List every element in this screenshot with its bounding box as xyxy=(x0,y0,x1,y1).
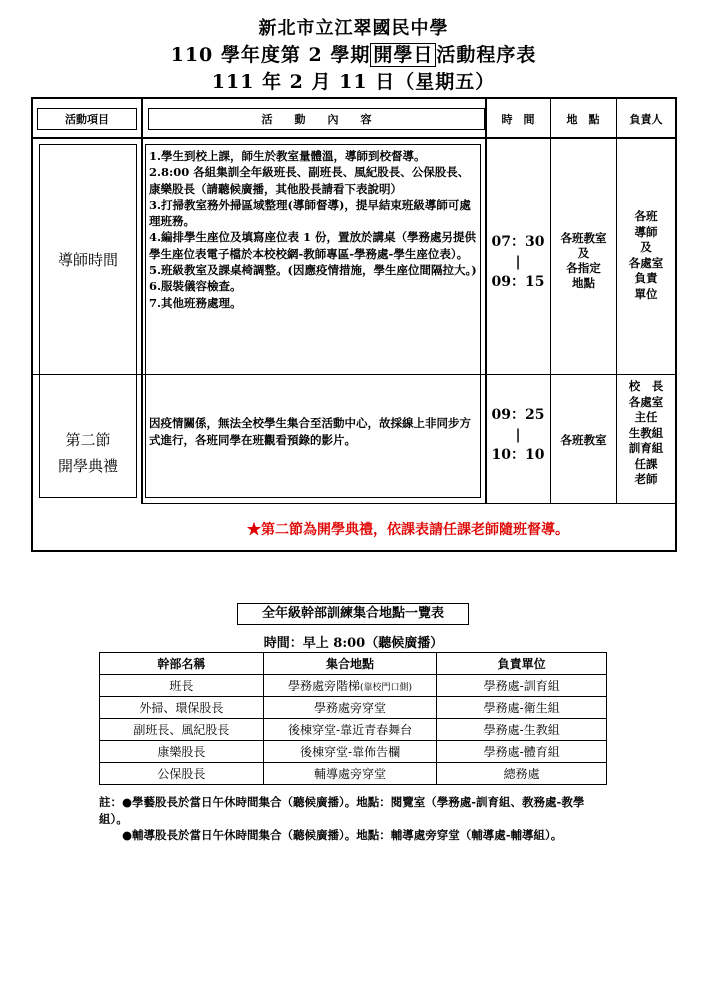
col-header-cadre: 幹部名稱 xyxy=(100,653,264,675)
title-prefix: 110 學年度第 2 學期 xyxy=(170,44,371,66)
row2-time-start: 09：25 xyxy=(491,407,545,423)
cadre-unit: 學務處-生教組 xyxy=(437,719,607,741)
row1-place-line: 各班教室 xyxy=(560,231,607,245)
cadre-unit: 學務處-衛生組 xyxy=(437,697,607,719)
row1-person-line: 各處室 xyxy=(628,255,664,270)
row2-item xyxy=(39,427,137,479)
row1-time-sep: | xyxy=(515,254,521,270)
row1-content-line: 5.班級教室及課桌椅調整。(因應疫情措施，學生座位間隔拉大。) xyxy=(149,263,477,278)
col-header-unit: 負責單位 xyxy=(437,653,607,675)
notice-divider xyxy=(141,503,675,504)
row1-content-line: 2.8:00 各組集訓全年級班長、副班長、風紀股長、公保股長、康樂股長（請聽候廣播，其他股長請看下表說明） xyxy=(149,165,470,196)
school-name: 新北市立江翠國民中學 xyxy=(258,18,449,39)
row2-person-line: 生教組 xyxy=(628,425,664,440)
row1-place-line: 地點 xyxy=(572,276,595,290)
row1-person xyxy=(617,209,675,302)
cadre-place-text: 學務處旁階梯 xyxy=(288,679,361,693)
item-row-divider xyxy=(39,374,137,375)
cadre-time: 時間：早上 8:00（聽候廣播） xyxy=(263,636,444,651)
row1-content-line: 1.學生到校上課，師生於教室量體溫，導師到校督導。 xyxy=(149,149,426,163)
row1-person-line: 負責 xyxy=(634,271,658,285)
row2-person-line: 任課 xyxy=(634,456,658,471)
cadre-place xyxy=(263,675,437,697)
row2-item-line1: 第二節 xyxy=(65,431,111,449)
row1-content-line: 6.服裝儀容檢查。 xyxy=(149,279,242,294)
col-header-location: 集合地點 xyxy=(263,653,437,675)
row1-person-line: 各班 xyxy=(634,209,658,223)
notice-text: ★第二節為開學典禮，依課表請任課老師隨班督導。 xyxy=(247,522,569,538)
row1-time-start: 07：30 xyxy=(491,234,545,250)
cadre-place: 輔導處旁穿堂 xyxy=(263,763,437,785)
col-header-person: 負責人 xyxy=(629,113,663,126)
row2-person-line: 校 長 xyxy=(628,379,664,393)
table-row xyxy=(100,741,607,763)
row1-place-line: 及 xyxy=(577,246,590,260)
col-header-time: 時 間 xyxy=(501,113,535,126)
row1-content-line: 7.其他班務處理。 xyxy=(149,295,242,310)
row1-item: 導師時間 xyxy=(57,251,118,269)
cadre-unit: 總務處 xyxy=(437,763,607,785)
row2-person xyxy=(617,379,675,488)
row2-item-line2: 開學典禮 xyxy=(57,457,118,475)
cadre-name: 副班長、風紀股長 xyxy=(100,719,264,741)
col-header-item: 活動項目 xyxy=(37,108,137,130)
col-divider-1 xyxy=(141,99,143,503)
row1-time-end: 09：15 xyxy=(491,274,545,290)
cadre-name: 班長 xyxy=(100,675,264,697)
cadre-name: 康樂股長 xyxy=(100,741,264,763)
row1-person-line: 及 xyxy=(640,240,652,254)
table-row xyxy=(100,719,607,741)
row1-place xyxy=(551,231,616,291)
row2-place xyxy=(551,433,616,448)
row2-time-sep: | xyxy=(515,427,521,443)
row2-place-line: 各班教室 xyxy=(560,433,607,447)
table-header-row xyxy=(100,653,607,675)
col-header-place: 地 點 xyxy=(566,113,600,126)
note-line: ●輔導股長於當日午休時間集合（聽候廣播）。地點：輔導處旁穿堂（輔導處-輔導組）。 xyxy=(99,828,563,842)
row2-person-line: 主任 xyxy=(634,410,658,424)
cadre-name: 外掃、環保股長 xyxy=(100,697,264,719)
cadre-unit: 學務處-訓育組 xyxy=(437,675,607,697)
col-header-content: 活 動 內 容 xyxy=(148,108,485,130)
cadre-unit: 學務處-體育組 xyxy=(437,741,607,763)
row2-time-end: 10：10 xyxy=(491,447,545,463)
row1-person-line: 單位 xyxy=(634,286,658,301)
note-line: 註：●學藝股長於當日午休時間集合（聽候廣播）。地點：閱覽室（學務處-訓育組、教務處-教學組）。 xyxy=(99,795,585,826)
title-suffix: 活動程序表 xyxy=(436,44,537,66)
content-row-divider xyxy=(145,374,481,375)
row2-time xyxy=(486,405,550,465)
cadre-place: 後棟穿堂-靠近青春舞台 xyxy=(263,719,437,741)
table-row xyxy=(100,675,607,697)
row1-time xyxy=(486,232,550,292)
document-title xyxy=(0,40,707,67)
cadre-title: 全年級幹部訓練集合地點一覽表 xyxy=(237,603,469,625)
schedule-table xyxy=(31,97,677,552)
row2-person-line: 訓育組 xyxy=(628,441,664,455)
table-row xyxy=(100,763,607,785)
document-date: 111 年 2 月 11 日（星期五） xyxy=(211,71,496,93)
row1-place-line: 各指定 xyxy=(566,261,601,275)
title-boxed-word: 開學日 xyxy=(370,43,436,67)
row1-person-line: 導師 xyxy=(634,224,658,239)
row2-person-line: 老師 xyxy=(634,472,658,486)
row2-person-line: 各處室 xyxy=(628,394,664,409)
cadre-table xyxy=(99,652,607,785)
cadre-notes xyxy=(99,794,595,844)
cadre-place: 後棟穿堂-靠佈告欄 xyxy=(263,741,437,763)
table-row xyxy=(100,697,607,719)
row1-content-line: 3.打掃教室務外掃區域整理(導師督導)，提早結束班級導師可處理班務。 xyxy=(149,197,471,229)
header-divider xyxy=(33,137,675,139)
row2-content: 因疫情關係，無法全校學生集合至活動中心，故採線上非同步方式進行，各班同學在班觀看預錄的影片。 xyxy=(149,416,471,447)
row1-content-line: 4.編排學生座位及填寫座位表 1 份，置放於講桌（學務處另提供學生座位表電子檔於本校校網-教師專區-學務處-學生座位表）。 xyxy=(149,230,477,261)
cadre-place-note: (靠校門口側) xyxy=(360,683,413,693)
row1-content xyxy=(145,145,481,314)
cadre-name: 公保股長 xyxy=(100,763,264,785)
cadre-place: 學務處旁穿堂 xyxy=(263,697,437,719)
